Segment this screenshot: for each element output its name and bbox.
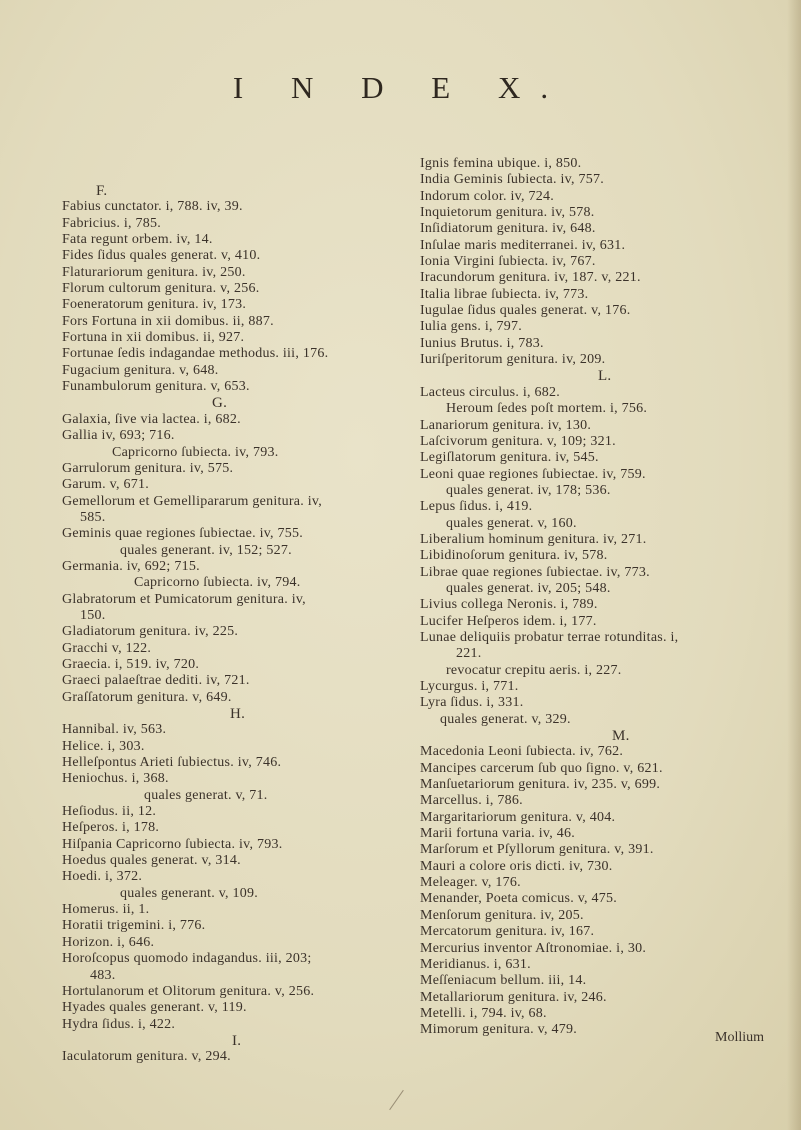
index-entry: Fortunae ſedis indagandae methodus. iii, 176. [62, 346, 329, 362]
index-entry: Fortuna in xii domibus. ii, 927. [62, 330, 245, 346]
index-entry: Lycurgus. i, 771. [420, 679, 519, 694]
index-entry: Marſorum et Pſyllorum genitura. v, 391. [420, 842, 654, 858]
index-entry: Hydra ſidus. i, 422. [62, 1016, 176, 1032]
index-entry: Hiſpania Capricorno ſubiecta. iv, 793. [62, 836, 283, 852]
index-entry: Italia librae ſubiecta. iv, 773. [420, 286, 589, 302]
index-entry: quales generat. v, 160. [446, 515, 577, 531]
index-entry: Lepus ſidus. i, 419. [420, 499, 533, 515]
page-title: I N D E X. [232, 70, 569, 105]
index-entry: Mancipes carcerum ſub quo ſigno. v, 621. [420, 760, 663, 776]
index-entry: Capricorno ſubiecta. iv, 794. [134, 575, 301, 591]
index-entry: Graecia. i, 519. iv, 720. [62, 656, 200, 672]
index-entry: Margaritariorum genitura. v, 404. [420, 809, 616, 825]
index-entry: Iracundorum genitura. iv, 187. v, 221. [420, 270, 641, 286]
index-entry: Lucifer Heſperos idem. i, 177. [420, 613, 597, 629]
index-entry: Gallia iv, 693; 716. [62, 428, 175, 444]
index-entry: Hortulanorum et Olitorum genitura. v, 256. [62, 983, 315, 999]
index-entry: revocatur crepitu aeris. i, 227. [446, 662, 622, 678]
section-letter-heading: F. [96, 183, 108, 199]
index-entry: Garum. v, 671. [62, 477, 149, 493]
index-entry: Meſſeniacum bellum. iii, 14. [420, 973, 587, 989]
pen-mark [389, 1090, 404, 1110]
index-entry: Capricorno ſubiecta. iv, 793. [112, 444, 279, 460]
index-entry: 585. [80, 509, 106, 525]
index-entry: Mercatorum genitura. iv, 167. [420, 924, 595, 940]
index-entry: Macedonia Leoni ſubiecta. iv, 762. [420, 744, 624, 760]
index-entry: Heſperos. i, 178. [62, 820, 160, 836]
index-entry: Hoedus quales generat. v, 314. [62, 853, 241, 869]
index-entry: Galaxia, ſive via lactea. i, 682. [62, 411, 241, 427]
index-entry: quales generat. iv, 205; 548. [446, 580, 611, 596]
index-entry: Foeneratorum genitura. iv, 173. [62, 297, 247, 313]
index-entry: Inquietorum genitura. iv, 578. [420, 205, 595, 221]
index-entry: Lacteus circulus. i, 682. [420, 384, 560, 400]
section-letter-heading: H. [230, 706, 246, 722]
index-entry: Fors Fortuna in xii domibus. ii, 887. [62, 313, 274, 329]
index-entry: Lanariorum genitura. iv, 130. [420, 417, 592, 433]
index-entry: Graſſatorum genitura. v, 649. [62, 689, 232, 705]
index-entry: Menander, Poeta comicus. v, 475. [420, 891, 618, 907]
index-entry: Florum cultorum genitura. v, 256. [62, 281, 260, 297]
index-entry: Inſidiatorum genitura. iv, 648. [420, 221, 596, 237]
index-entry: Mimorum genitura. v, 479. [420, 1022, 577, 1038]
index-entry: quales generat. v, 71. [144, 787, 268, 803]
index-entry: Funambulorum genitura. v, 653. [62, 379, 250, 395]
index-entry: Hoedi. i, 372. [62, 869, 143, 885]
index-entry: Hyades quales generant. v, 119. [62, 1000, 247, 1016]
index-entry: 483. [90, 967, 116, 983]
page-edge-shadow [787, 0, 801, 1130]
index-entry: 221. [456, 646, 482, 662]
index-entry: Iulia gens. i, 797. [420, 319, 522, 335]
index-entry: Glabratorum et Pumicatorum genitura. iv, [62, 591, 306, 607]
index-entry: Graeci palaeſtrae dediti. iv, 721. [62, 673, 250, 689]
index-left-column [62, 183, 328, 1066]
index-entry: Heroum ſedes poſt mortem. i, 756. [446, 401, 648, 417]
index-entry: Helice. i, 303. [62, 738, 145, 754]
index-entry: Fata regunt orbem. iv, 14. [62, 232, 213, 248]
index-entry: Germania. iv, 692; 715. [62, 558, 200, 574]
catchword: Mollium [715, 1030, 765, 1045]
section-letter-heading: M. [612, 728, 630, 745]
index-entry: Liberalium hominum genitura. iv, 271. [420, 531, 647, 547]
index-entry: Indorum color. iv, 724. [420, 188, 554, 204]
index-entry: Ionia Virgini ſubiecta. iv, 767. [420, 254, 596, 270]
index-entry: Leoni quae regiones ſubiectae. iv, 759. [420, 466, 646, 482]
index-entry: Libidinoſorum genitura. iv, 578. [420, 548, 608, 564]
index-entry: Librae quae regiones ſubiectae. iv, 773. [420, 564, 650, 580]
index-entry: Gracchi v, 122. [62, 640, 152, 656]
index-entry: Iaculatorum genitura. v, 294. [62, 1049, 231, 1065]
index-entry: Iugulae ſidus quales generat. v, 176. [420, 303, 631, 319]
section-letter-heading: G. [212, 395, 228, 412]
index-entry: quales generat. iv, 178; 536. [446, 482, 611, 498]
index-entry: Fabius cunctator. i, 788. iv, 39. [62, 199, 243, 215]
index-entry: Horizon. i, 646. [62, 934, 155, 950]
index-entry: quales generant. v, 109. [120, 885, 259, 901]
index-entry: Marcellus. i, 786. [420, 793, 523, 809]
index-entry: Heniochus. i, 368. [62, 771, 169, 787]
index-entry: Marii fortuna varia. iv, 46. [420, 826, 575, 842]
index-entry: Inſulae maris mediterranei. iv, 631. [420, 237, 626, 253]
index-entry: Lyra ſidus. i, 331. [420, 695, 524, 711]
index-entry: Mercurius inventor Aſtronomiae. i, 30. [420, 940, 647, 956]
index-entry: Fabricius. i, 785. [62, 215, 161, 231]
index-entry: Livius collega Neronis. i, 789. [420, 597, 598, 613]
index-entry: Horoſcopus quomodo indagandus. iii, 203; [62, 951, 312, 967]
index-entry: Fugacium genitura. v, 648. [62, 362, 219, 378]
index-entry: quales generat. v, 329. [440, 711, 571, 727]
index-entry: Hannibal. iv, 563. [62, 722, 167, 738]
index-entry: 150. [80, 607, 106, 623]
index-entry: Meridianus. i, 631. [420, 956, 531, 972]
index-entry: Helleſpontus Arieti ſubiectus. iv, 746. [62, 755, 282, 771]
index-entry: Lunae deliquiis probatur terrae rotunditas. i, [420, 629, 679, 645]
index-entry: India Geminis ſubiecta. iv, 757. [420, 172, 604, 188]
index-entry: Menſorum genitura. iv, 205. [420, 907, 584, 923]
index-right-column [420, 156, 678, 1039]
index-entry: Iunius Brutus. i, 783. [420, 335, 544, 351]
index-entry: Legiſlatorum genitura. iv, 545. [420, 450, 599, 466]
index-entry: Garrulorum genitura. iv, 575. [62, 460, 234, 476]
index-entry: Fides ſidus quales generat. v, 410. [62, 248, 261, 264]
index-entry: Ignis femina ubique. i, 850. [420, 156, 582, 171]
index-entry: Geminis quae regiones ſubiectae. iv, 755. [62, 526, 304, 542]
section-letter-heading: L. [598, 368, 612, 385]
index-entry: Gladiatorum genitura. iv, 225. [62, 624, 239, 640]
index-entry: Horatii trigemini. i, 776. [62, 918, 206, 934]
index-entry: Metallariorum genitura. iv, 246. [420, 989, 607, 1005]
index-entry: quales generant. iv, 152; 527. [120, 542, 292, 558]
index-entry: Laſcivorum genitura. v, 109; 321. [420, 433, 616, 449]
index-entry: Gemellorum et Gemellipararum genitura. iv, [62, 493, 322, 509]
index-entry: Manſuetariorum genitura. iv, 235. v, 699. [420, 777, 661, 793]
index-entry: Flaturariorum genitura. iv, 250. [62, 264, 246, 280]
index-entry: Metelli. i, 794. iv, 68. [420, 1005, 547, 1021]
index-entry: Mauri a colore oris dicti. iv, 730. [420, 858, 613, 874]
index-entry: Meleager. v, 176. [420, 875, 521, 891]
index-entry: Heſiodus. ii, 12. [62, 804, 157, 820]
section-letter-heading: I. [232, 1032, 242, 1049]
index-entry: Homerus. ii, 1. [62, 902, 150, 918]
index-entry: Iuriſperitorum genitura. iv, 209. [420, 352, 606, 368]
